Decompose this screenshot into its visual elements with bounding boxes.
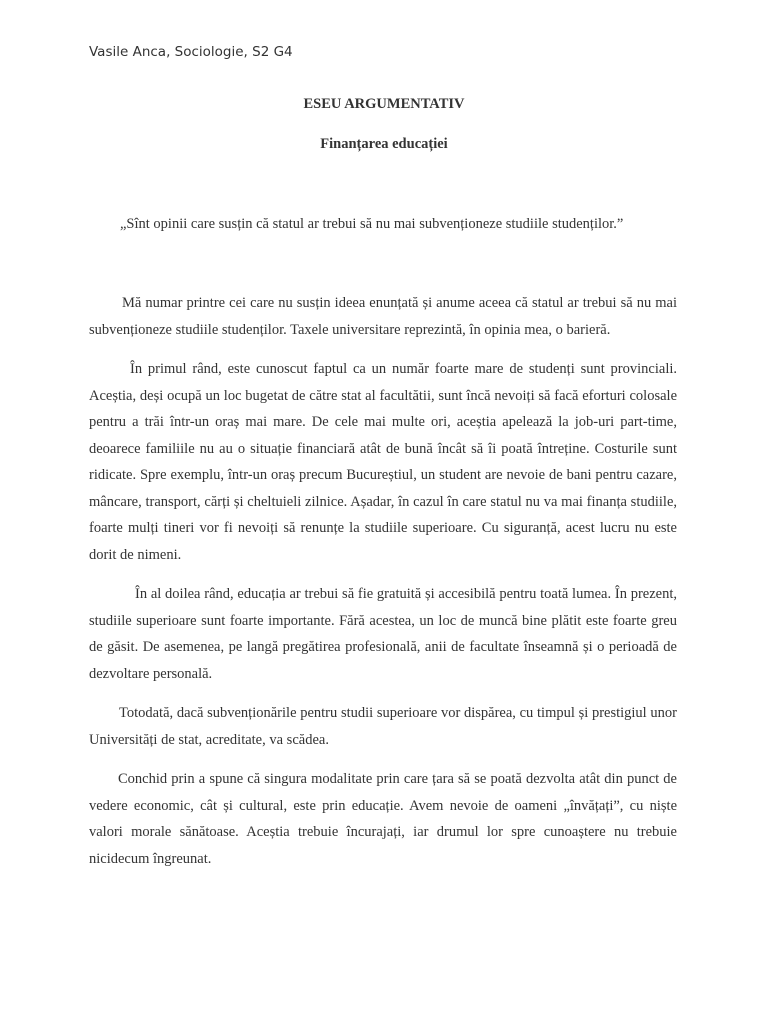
author-line: Vasile Anca, Sociologie, S2 G4 bbox=[89, 44, 293, 60]
document-title: ESEU ARGUMENTATIV bbox=[303, 96, 465, 112]
paragraph-argument-3: Totodată, dacă subvenționările pentru studii superioare vor dispărea, cu timpul și prestigiul unor Universități de stat, acreditate, va scădea. bbox=[89, 705, 677, 748]
paragraph-argument-1: În primul rând, este cunoscut faptul ca un număr foarte mare de studenți sunt provinciali. Aceștia, deși ocupă un loc bugetat de către stat al facultătii, sunt încă nevoiți să facă eforturi colosale pentru a trăi într-un oraș mai mare. De cele mai multe ori, aceștia apelează la job-uri part-time, deoarece familiile nu au o situație financiară atât de bună încât să îi poată întreține. Costurile sunt ridicate. Spre exemplu, într-un oraș precum Bucureștiul, un student are nevoie de bani pentru cazare, mâncare, transport, cărți și cheltuieli zilnice. Așadar, în cazul în care statul nu va mai finanța studiile, foarte mulți tineri vor fi nevoiți să renunțe la studiile superioare. Cu siguranță, acest lucru nu este dorit de nimeni. bbox=[89, 361, 677, 563]
essay-body bbox=[89, 290, 677, 885]
paragraph-thesis: Mă numar printre cei care nu susțin ideea enunțată și anume aceea că statul ar trebui să nu mai subvenționeze studiile studenților. Taxele universitare reprezintă, în opinia mea, o barieră. bbox=[89, 295, 677, 338]
essay-prompt-quote: „Sînt opinii care susțin că statul ar trebui să nu mai subvenționeze studiile studenților.” bbox=[120, 216, 624, 232]
paragraph-argument-2: În al doilea rând, educația ar trebui să fie gratuită și accesibilă pentru toată lumea. În prezent, studiile superioare sunt foarte importante. Fără acestea, un loc de muncă bine plătit este foarte greu de găsit. De asemenea, pe langă pregătirea profesională, anii de facultate înseamnă și o perioadă de dezvoltare personală. bbox=[89, 586, 677, 682]
paragraph-conclusion: Conchid prin a spune că singura modalitate prin care țara să se poată dezvolta atât din punct de vedere economic, cât și cultural, este prin educație. Avem nevoie de oameni „învățați”, cu niște valori morale sănătoase. Aceștia trebuie încurajați, iar drumul lor spre cunoaștere nu trebuie nicidecum îngreunat. bbox=[89, 771, 677, 867]
document-subtitle: Finanțarea educației bbox=[320, 136, 448, 152]
